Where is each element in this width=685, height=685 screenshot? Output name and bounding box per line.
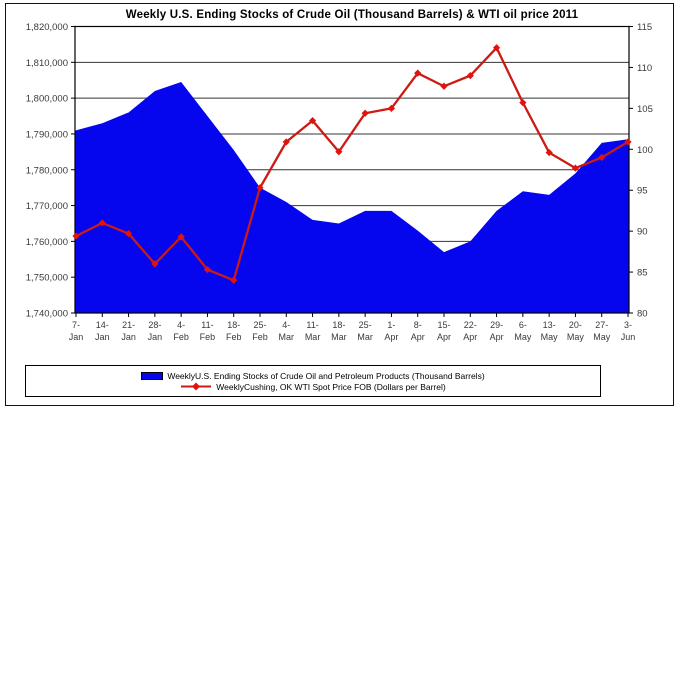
x-axis-tick-label: 7- xyxy=(71,320,81,330)
x-axis-tick-label: Apr xyxy=(384,332,399,342)
x-axis-tick-label: 21- xyxy=(122,320,136,330)
right-axis-tick-label: 110 xyxy=(637,62,653,74)
x-axis-tick-label: 14- xyxy=(95,320,109,330)
right-axis-tick-label: 85 xyxy=(637,267,648,279)
x-axis-tick-label: 1- xyxy=(387,320,396,330)
left-axis-tick-label: 1,740,000 xyxy=(25,308,68,320)
x-axis-tick-label: 27- xyxy=(595,320,609,330)
x-axis-tick-label: Feb xyxy=(199,332,216,342)
legend-item-wti xyxy=(180,382,445,392)
x-axis-tick-label: 29- xyxy=(490,320,504,330)
right-axis-labels xyxy=(637,22,653,320)
x-axis-tick-label: Apr xyxy=(463,332,478,342)
legend-label-stocks: WeeklyU.S. Ending Stocks of Crude Oil and Petroleum Products (Thousand Barrels) xyxy=(167,370,485,381)
x-axis-tick-label: 28- xyxy=(148,320,162,330)
x-axis-tick-label: 8- xyxy=(413,320,422,330)
x-axis-tick-label: Jun xyxy=(620,332,636,342)
x-axis-tick-label: 22- xyxy=(463,320,477,330)
x-axis-tick-label: 11- xyxy=(306,320,319,330)
legend-box xyxy=(25,365,601,397)
x-axis-tick-label: May xyxy=(593,332,611,342)
x-axis-tick-label: Jan xyxy=(121,332,136,342)
right-axis-tick-label: 90 xyxy=(637,226,648,238)
x-axis-tick-label: Jan xyxy=(68,332,84,342)
left-axis-tick-label: 1,750,000 xyxy=(25,272,68,284)
left-axis-tick-label: 1,790,000 xyxy=(25,129,68,141)
x-axis-tick-label: Mar xyxy=(304,332,321,342)
x-axis-tick-label: 15- xyxy=(437,320,451,330)
x-axis-tick-label: 3- xyxy=(623,320,633,330)
legend-label-wti: WeeklyCushing, OK WTI Spot Price FOB (Dollars per Barrel) xyxy=(216,381,446,392)
x-axis-tick-label: 20- xyxy=(568,320,582,330)
left-axis-tick-label: 1,810,000 xyxy=(25,57,68,69)
x-axis-tick-label: Mar xyxy=(357,332,373,342)
left-axis-tick-label: 1,770,000 xyxy=(25,201,68,213)
x-axis-tick-label: Feb xyxy=(225,332,242,342)
x-axis-tick-label: Mar xyxy=(278,332,295,342)
x-axis-tick-label: Apr xyxy=(489,332,504,342)
x-axis-tick-label: May xyxy=(540,332,558,342)
x-axis-tick-label: 25- xyxy=(358,320,372,330)
x-axis-tick-label: May xyxy=(566,332,584,342)
x-axis-tick-label: Apr xyxy=(436,332,452,342)
x-axis-tick-label: 18- xyxy=(227,320,241,330)
legend-item-stocks xyxy=(141,371,484,381)
x-axis-tick-label: Jan xyxy=(95,332,110,342)
right-axis-tick-label: 95 xyxy=(637,185,648,197)
line-diamond-swatch xyxy=(180,382,212,391)
crude-stocks-area-series xyxy=(75,82,629,313)
x-axis-tick-label: 18- xyxy=(332,320,346,330)
left-axis-tick-label: 1,780,000 xyxy=(25,165,68,177)
area-swatch xyxy=(141,372,163,380)
x-axis-tick-label: 25- xyxy=(253,320,267,330)
right-axis-tick-label: 100 xyxy=(637,144,653,156)
x-axis-tick-label: 13- xyxy=(542,320,556,330)
x-axis-tick-label: Feb xyxy=(252,332,268,342)
x-axis-tick-label: 4- xyxy=(282,320,291,330)
x-axis-tick-label: 11- xyxy=(201,320,214,330)
crude-stocks-area xyxy=(75,82,629,313)
right-axis-tick-label: 115 xyxy=(637,22,653,33)
x-axis-tick-label: Mar xyxy=(331,332,347,342)
x-axis-tick-label: 6- xyxy=(518,320,527,330)
x-axis-tick-label: 4- xyxy=(177,320,186,330)
left-axis-labels xyxy=(26,22,68,320)
right-axis-tick-label: 105 xyxy=(637,103,653,115)
x-axis-tick-label: Jan xyxy=(147,332,163,342)
x-axis-tick-label: May xyxy=(514,332,532,342)
left-axis-tick-label: 1,820,000 xyxy=(25,22,68,33)
x-axis-labels xyxy=(69,320,636,342)
chart-title: Weekly U.S. Ending Stocks of Crude Oil (Thousand Barrels) & WTI oil price 2011 xyxy=(125,9,579,21)
right-axis-tick-label: 80 xyxy=(637,308,648,320)
x-axis-tick-label: Feb xyxy=(173,332,189,342)
left-axis-tick-label: 1,800,000 xyxy=(25,93,68,105)
left-axis-tick-label: 1,760,000 xyxy=(25,236,68,248)
x-axis-tick-label: Apr xyxy=(410,332,425,342)
